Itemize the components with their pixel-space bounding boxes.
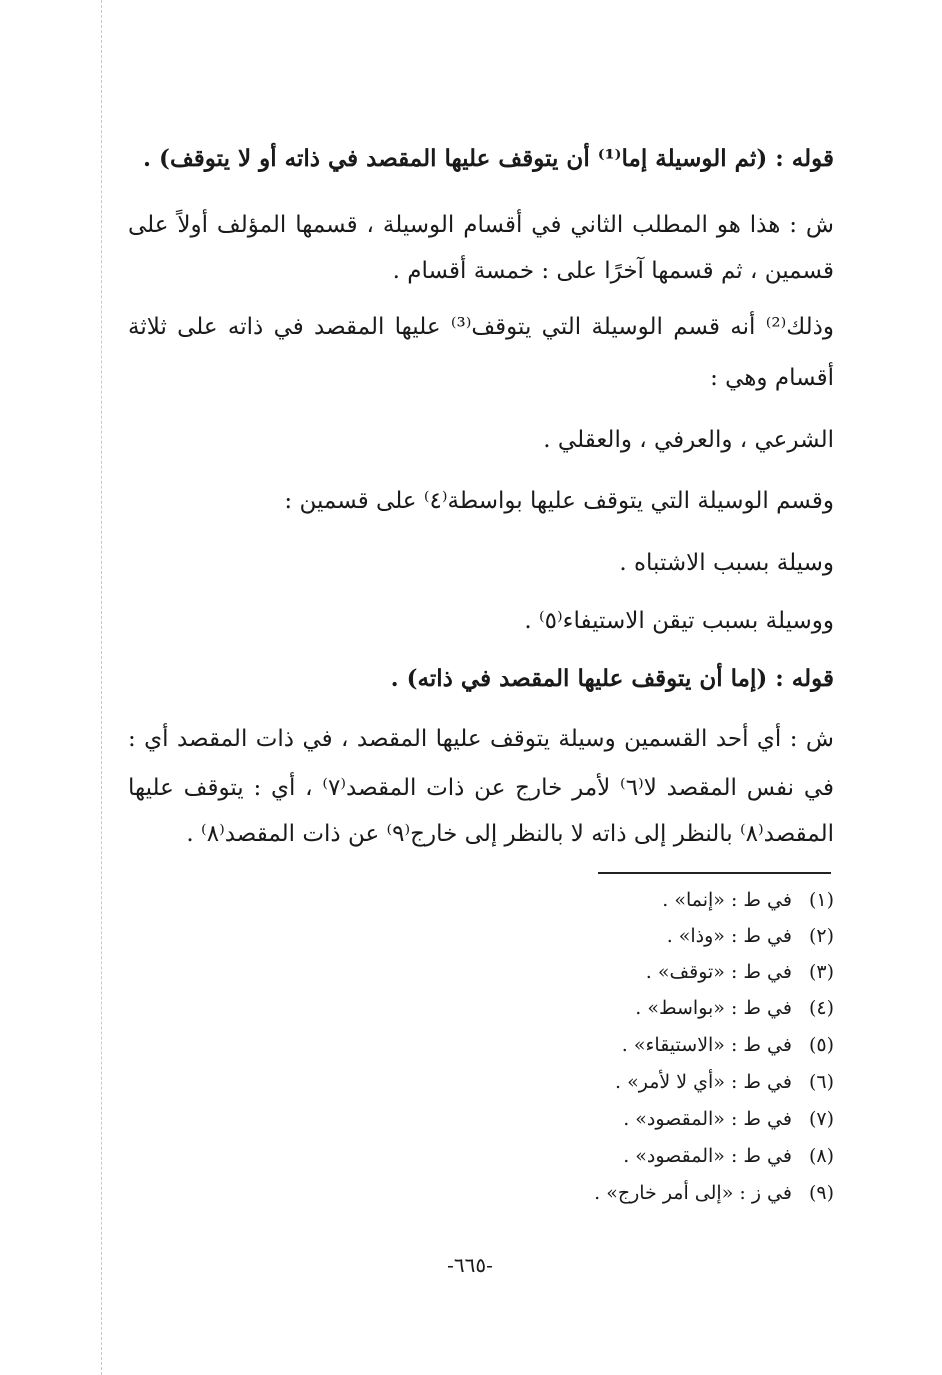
text-line-9: ووسيلة بسبب تيقن الاستيفاء⁽٥⁾ . — [524, 608, 834, 634]
text-line-1: قوله : (ثم الوسيلة إما⁽¹⁾ أن يتوقف عليها المقصد في ذاته أو لا يتوقف) . — [143, 145, 834, 172]
footnote-text: في ط : «أي لا لأمر» . — [615, 1071, 792, 1093]
footnote-number: (٥) — [808, 1034, 834, 1056]
footnote-text: في ط : «بواسط» . — [635, 997, 792, 1019]
footnote-number: (٨) — [808, 1145, 834, 1167]
text-line-4: وذلك⁽²⁾ أنه قسم الوسيلة التي يتوقف⁽³⁾ عليها المقصد في ذاته على ثلاثة — [128, 314, 834, 340]
footnote-number: (٢) — [808, 925, 834, 947]
footnote-2 — [128, 921, 834, 951]
text-line-3: قسمين ، ثم قسمها آخرًا على : خمسة أقسام . — [392, 258, 834, 284]
footnote-1 — [128, 885, 834, 915]
text-line-2: ش : هذا هو المطلب الثاني في أقسام الوسيلة ، قسمها المؤلف أولاً على — [128, 212, 834, 238]
footnote-text: في ط : «المقصود» . — [623, 1108, 792, 1130]
footnote-text: في ط : «توقف» . — [645, 961, 792, 983]
text-line-5: أقسام وهي : — [710, 365, 834, 391]
footnote-number: (٩) — [808, 1182, 834, 1204]
footnote-9 — [128, 1178, 834, 1208]
text-line-12: في نفس المقصد لا⁽٦⁾ لأمر خارج عن ذات المقصد⁽٧⁾ ، أي : يتوقف عليها — [128, 775, 834, 801]
footnote-4 — [128, 993, 834, 1023]
main-text — [128, 0, 834, 1375]
footnote-text: في ط : «وذا» . — [666, 925, 792, 947]
page-gutter-line — [101, 0, 102, 1375]
text-line-13: المقصد⁽٨⁾ بالنظر إلى ذاته لا بالنظر إلى خارج⁽٩⁾ عن ذات المقصد⁽٨⁾ . — [186, 821, 834, 847]
text-line-11: ش : أي أحد القسمين وسيلة يتوقف عليها المقصد ، في ذات المقصد أي : — [128, 726, 834, 752]
footnote-6 — [128, 1067, 834, 1097]
footnote-number: (٧) — [808, 1108, 834, 1130]
footnote-text: في ط : «إنما» . — [662, 889, 792, 911]
text-line-8: وسيلة بسبب الاشتباه . — [619, 550, 834, 576]
footnote-text: في ط : «المقصود» . — [623, 1145, 792, 1167]
text-line-6: الشرعي ، والعرفي ، والعقلي . — [543, 427, 834, 453]
page-number: -٦٦٥- — [447, 1253, 493, 1277]
footnote-8 — [128, 1141, 834, 1171]
text-line-10: قوله : (إما أن يتوقف عليها المقصد في ذاته) . — [390, 665, 834, 692]
footnote-number: (٣) — [808, 961, 834, 983]
footnote-separator — [598, 872, 831, 874]
footnote-7 — [128, 1104, 834, 1134]
footnote-number: (٤) — [808, 997, 834, 1019]
footnote-text: في ط : «الاستيقاء» . — [621, 1034, 792, 1056]
footnote-3 — [128, 957, 834, 987]
footnote-number: (٦) — [808, 1071, 834, 1093]
text-line-7: وقسم الوسيلة التي يتوقف عليها بواسطة⁽٤⁾ على قسمين : — [284, 488, 834, 514]
footnote-text: في ز : «إلى أمر خارج» . — [594, 1182, 792, 1204]
footnote-5 — [128, 1030, 834, 1060]
footnote-number: (١) — [808, 889, 834, 911]
